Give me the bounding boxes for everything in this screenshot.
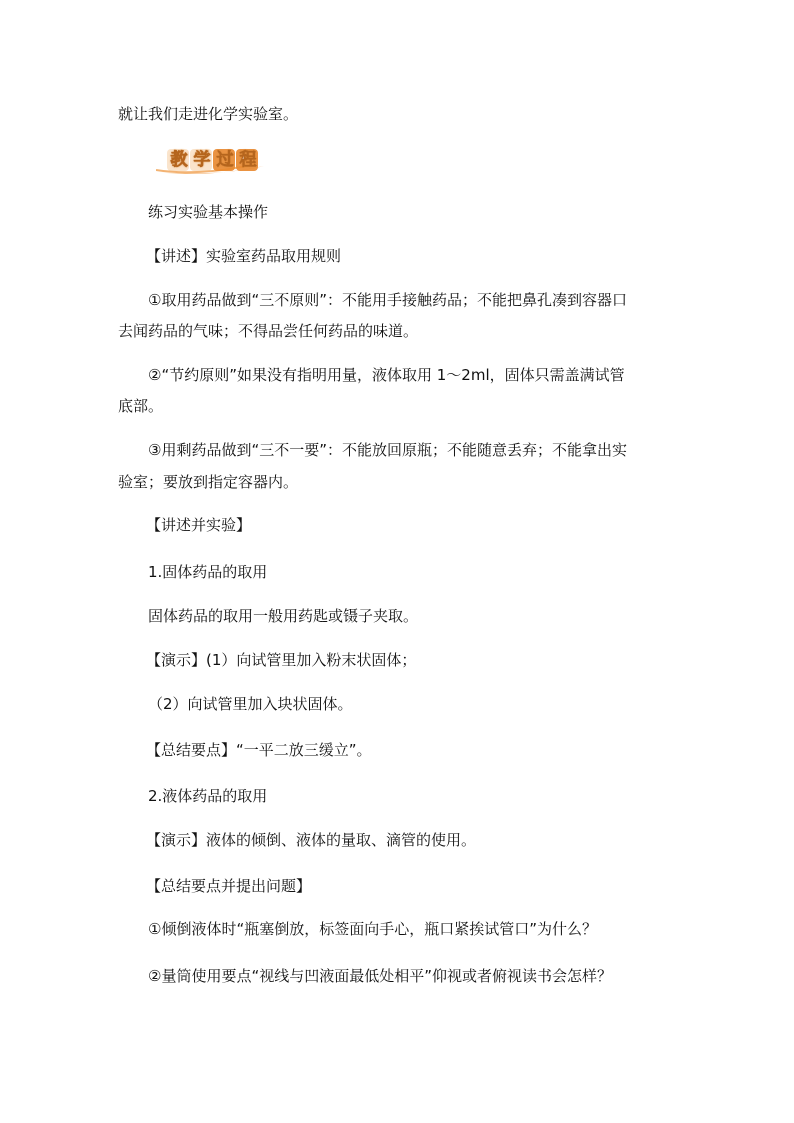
paragraph: ②“节约原则”如果没有指明用量，液体取用 1～2ml，固体只需盖满试管 [148, 366, 625, 384]
paragraph: 验室；要放到指定容器内。 [118, 473, 299, 491]
paragraph: ①取用药品做到“三不原则”：不能用手接触药品；不能把鼻孔凑到容器口 [148, 291, 627, 309]
paragraph: 【演示】(1）向试管里加入粉末状固体； [146, 651, 417, 669]
paragraph: 1.固体药品的取用 [148, 563, 268, 581]
paragraph: 【总结要点】“一平二放三缓立”。 [146, 741, 372, 759]
paragraph: 底部。 [118, 397, 164, 415]
paragraph: 【讲述】实验室药品取用规则 [146, 247, 342, 265]
banner-text [168, 149, 259, 171]
paragraph: ③用剩药品做到“三不一要”：不能放回原瓶；不能随意丢弃；不能拿出实 [148, 441, 627, 459]
paragraph: 固体药品的取用一般用药匙或镊子夹取。 [148, 607, 419, 625]
paragraph: 【总结要点并提出问题】 [146, 877, 312, 895]
paragraph: 练习实验基本操作 [148, 203, 269, 221]
paragraph: （2）向试管里加入块状固体。 [148, 695, 353, 713]
banner-char: 过 [216, 150, 234, 170]
paragraph: 2.液体药品的取用 [148, 787, 268, 805]
banner-char: 程 [239, 150, 257, 170]
teaching-process-banner [156, 146, 266, 180]
paragraph: ①倾倒液体时“瓶塞倒放，标签面向手心，瓶口紧挨试管口”为什么？ [148, 920, 597, 938]
paragraph: 【讲述并实验】 [146, 516, 252, 534]
paragraph: 去闻药品的气味；不得品尝任何药品的味道。 [118, 322, 419, 340]
banner-char: 学 [193, 150, 211, 170]
banner-char: 教 [170, 150, 188, 170]
paragraph: 【演示】液体的倾倒、液体的量取、滴管的使用。 [146, 831, 477, 849]
paragraph: ②量筒使用要点“视线与凹液面最低处相平”仰视或者俯视读书会怎样？ [148, 967, 612, 985]
intro-line: 就让我们走进化学实验室。 [118, 105, 299, 123]
